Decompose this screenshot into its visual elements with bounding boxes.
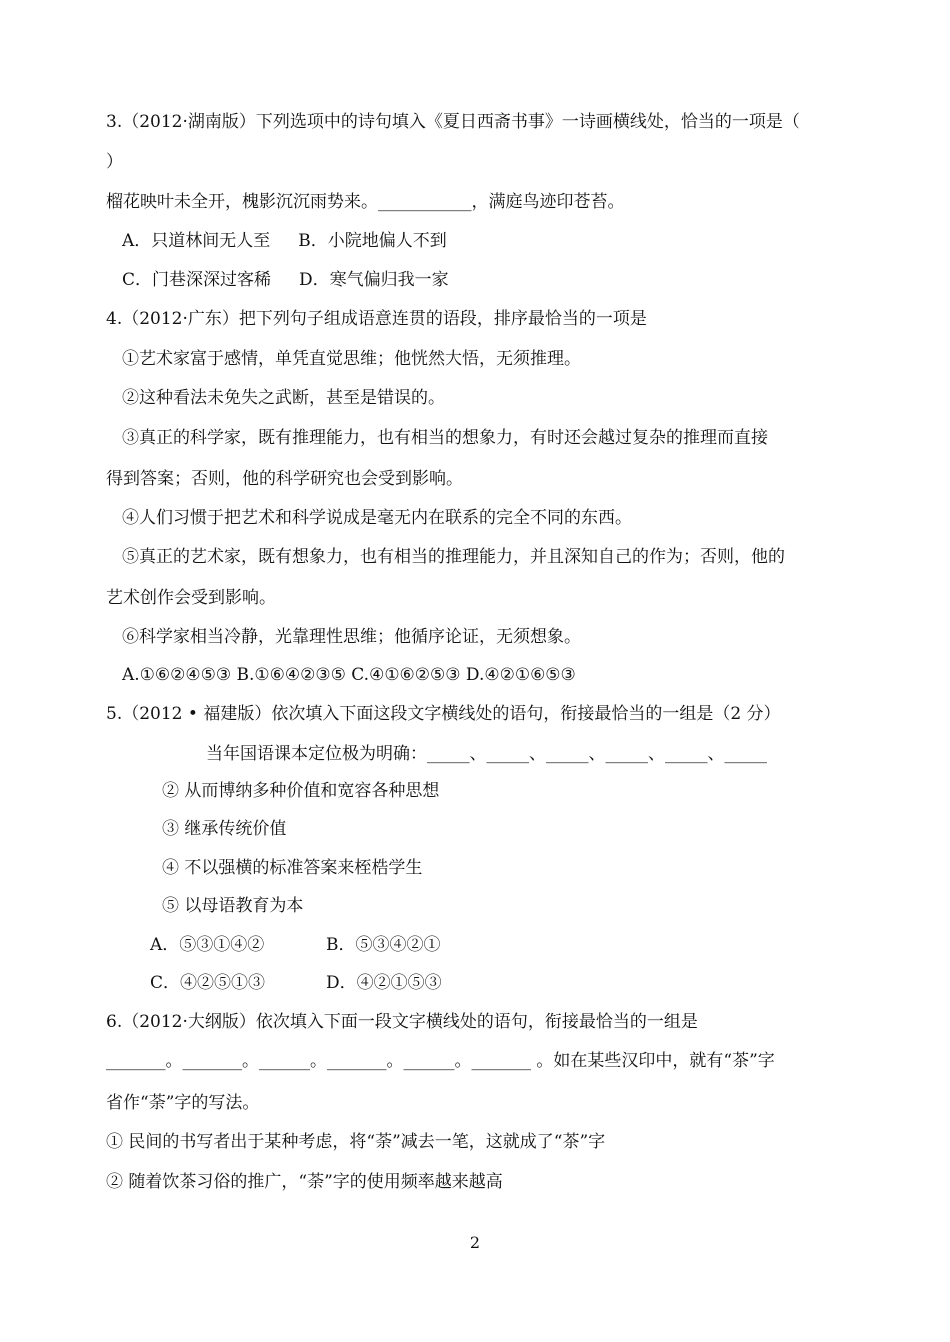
q4-options: A.①⑥②④⑤③ B.①⑥④②③⑤ C.④①⑥②⑤③ D.④②①⑥⑤③	[122, 665, 576, 685]
q3-options-row-2	[122, 269, 449, 291]
q5-option-b: B．⑤③④②①	[326, 935, 441, 955]
page-number: 2	[469, 1233, 481, 1252]
q5-option-a: A．⑤③①④②	[150, 935, 265, 955]
q4-item-3-cont: 得到答案；否则，他的科学研究也会受到影响。	[106, 469, 463, 489]
q3-stem: 3.（2012·湖南版）下列选项中的诗句填入《夏日西斋书事》一诗画横线处，恰当的一项是（	[106, 112, 800, 132]
q3-stem-end: ）	[106, 152, 123, 172]
q3-option-d: D．寒气偏归我一家	[299, 270, 449, 290]
q5-intro: 当年国语课本定位极为明确：_____、_____、_____、_____、_____、_____	[206, 744, 767, 764]
q3-option-c: C．门巷深深过客稀	[122, 270, 272, 290]
q5-option-c: C．④②⑤①③	[150, 973, 266, 993]
q4-item-4: ④人们习惯于把艺术和科学说成是毫无内在联系的完全不同的东西。	[122, 508, 632, 528]
q4-stem: 4.（2012·广东）把下列句子组成语意连贯的语段，排序最恰当的一项是	[106, 309, 647, 329]
q3-option-b: B．小院地偏人不到	[298, 231, 447, 251]
q6-stem: 6.（2012·大纲版）依次填入下面一段文字横线处的语句，衔接最恰当的一组是	[106, 1012, 698, 1032]
q5-stem: 5.（2012 • 福建版）依次填入下面这段文字横线处的语句，衔接最恰当的一组是（2 分）	[106, 704, 781, 724]
q6-blanks: _______。_______。______。_______。______。_______ 。如在某些汉印中，就有“茶”字	[106, 1051, 775, 1071]
q5-item-5: ⑤ 以母语教育为本	[162, 896, 304, 916]
q6-item-1: ① 民间的书写者出于某种考虑，将“荼”减去一笔，这就成了“茶”字	[106, 1132, 606, 1152]
q5-item-2: ② 从而博纳多种价值和宽容各种思想	[162, 781, 440, 801]
q3-option-a: A．只道林间无人至	[122, 231, 271, 251]
q3-options-row-1	[122, 230, 447, 252]
q4-item-3: ③真正的科学家，既有推理能力，也有相当的想象力，有时还会越过复杂的推理而直接	[122, 428, 768, 448]
q4-item-2: ②这种看法未免失之武断，甚至是错误的。	[122, 388, 445, 408]
q4-item-5-cont: 艺术创作会受到影响。	[106, 588, 276, 608]
q5-item-4: ④ 不以强横的标准答案来桎梏学生	[162, 858, 423, 878]
q5-option-d: D．④②①⑤③	[326, 973, 442, 993]
q4-item-5: ⑤真正的艺术家，既有想象力，也有相当的推理能力，并且深知自己的作为；否则，他的	[122, 547, 785, 567]
q3-poem: 榴花映叶未全开，槐影沉沉雨势来。___________，满庭鸟迹印苍苔。	[106, 192, 625, 212]
q6-continuation: 省作“荼”字的写法。	[106, 1093, 260, 1113]
q6-item-2: ② 随着饮茶习俗的推广，“荼”字的使用频率越来越高	[106, 1172, 503, 1192]
q4-item-1: ①艺术家富于感情，单凭直觉思维；他恍然大悟，无须推理。	[122, 349, 581, 369]
q4-item-6: ⑥科学家相当冷静，光靠理性思维；他循序论证，无须想象。	[122, 627, 581, 647]
q5-item-3: ③ 继承传统价值	[162, 819, 287, 839]
